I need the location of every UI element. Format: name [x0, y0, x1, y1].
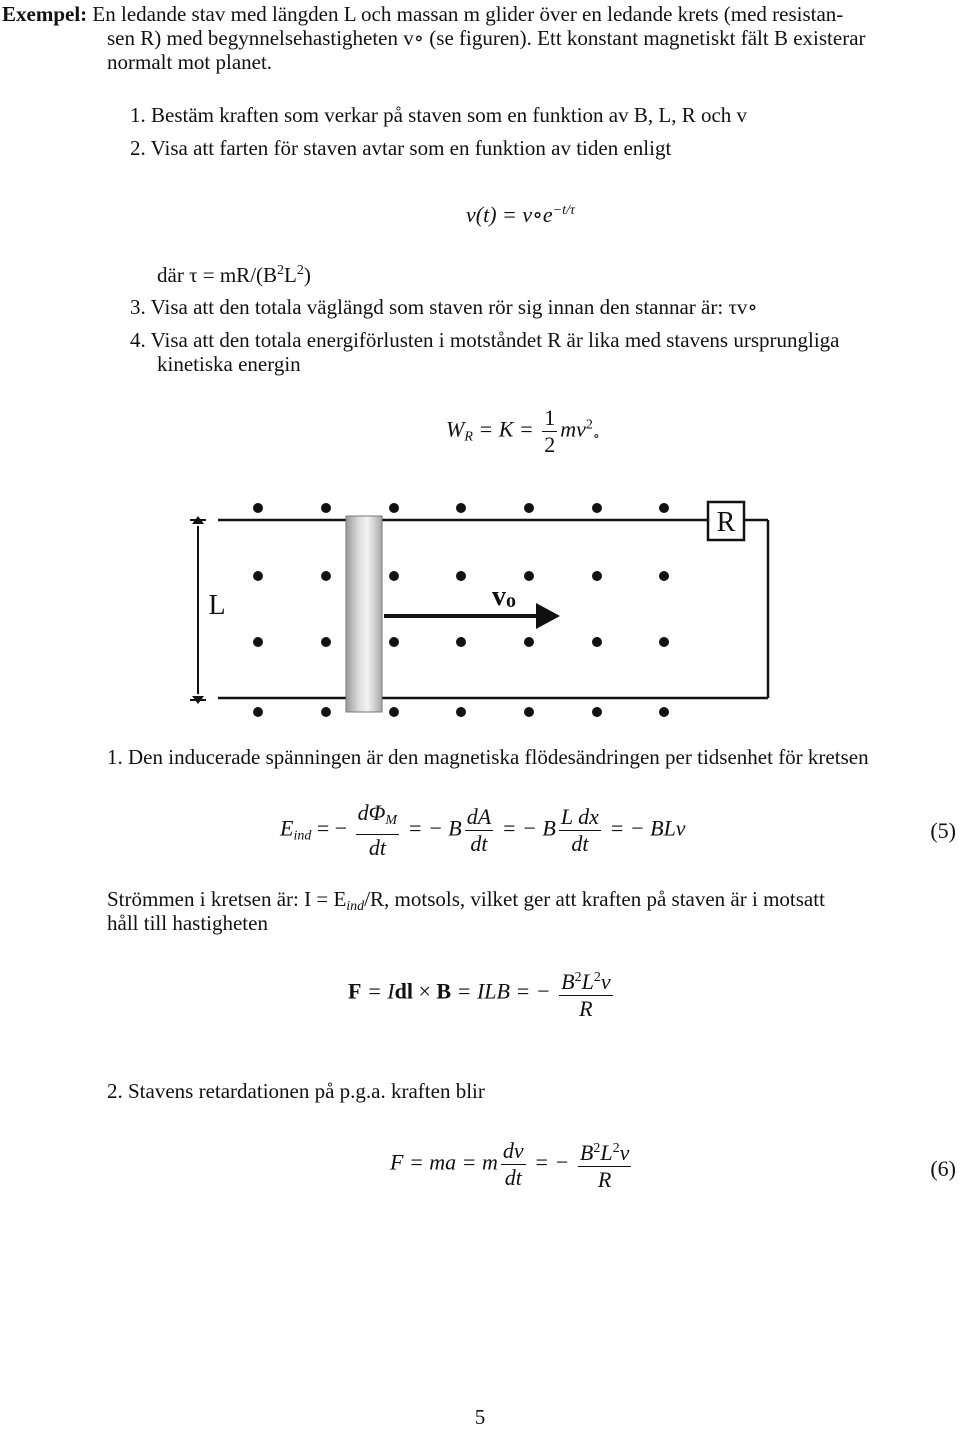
eq6-f1-den: dt	[504, 1165, 522, 1190]
field-dot	[524, 707, 534, 717]
force-equation	[348, 965, 616, 1022]
current-line-1-sub: ind	[346, 899, 365, 914]
field-dot	[321, 707, 331, 717]
field-dot	[592, 637, 602, 647]
eq-mv: mv	[560, 416, 586, 442]
resistor-label: R	[716, 507, 736, 538]
force-num-sq2: 2	[593, 970, 601, 985]
eq5-frac-1	[356, 800, 399, 861]
field-dot	[456, 503, 466, 513]
eq5-eq: = −	[311, 815, 353, 841]
eq6-num-sq1: 2	[593, 1141, 601, 1156]
task-2-equation	[466, 198, 575, 227]
field-dot	[321, 503, 331, 513]
example-intro-line3: normalt mot planet.	[107, 50, 273, 74]
eq5-f1-num-text: dΦ	[357, 800, 386, 825]
solution-1-text: 1. Den inducerade spänningen är den magnetiska flödesändringen per tidsenhet för kretsen	[107, 745, 869, 769]
example-intro-line1	[2, 2, 843, 27]
force-num-l: L	[581, 969, 594, 994]
eq6-num-b: B	[579, 1140, 594, 1165]
task-4-line1: 4. Visa att den totala energiförlusten i motståndet R är lika med stavens ursprungliga	[130, 328, 840, 352]
velocity-label-sub: o	[506, 590, 516, 612]
eq5-rhs: = − BLv	[603, 815, 686, 841]
eq-w-sub: R	[464, 429, 473, 445]
where-mid: L	[284, 263, 297, 287]
half-num: 1	[544, 405, 556, 430]
task-2: 2. Visa att farten för staven avtar som en funktion av tiden enligt	[130, 136, 672, 160]
solution-2-text: 2. Stavens retardationen på p.g.a. kraften blir	[107, 1079, 485, 1103]
eq6-mid: = −	[528, 1149, 575, 1175]
eq5-f3-den: dt	[571, 831, 589, 856]
eq6-f2-den: R	[597, 1167, 612, 1192]
force-dl: dl	[394, 978, 413, 1004]
field-dot	[592, 571, 602, 581]
eq5-lhs: E	[280, 815, 294, 841]
field-dot	[659, 637, 669, 647]
eq6-frac-1	[501, 1138, 526, 1191]
force-frac	[559, 965, 612, 1022]
eq-w: W	[446, 416, 465, 442]
velocity-label	[492, 581, 516, 612]
force-F: F	[348, 978, 362, 1004]
eq6-f1-num: dv	[502, 1138, 524, 1163]
where-suffix: )	[303, 263, 311, 287]
eq6-num-sq2: 2	[612, 1141, 620, 1156]
eq5-f1-num	[356, 800, 399, 835]
eq6-lhs: F = ma = m	[390, 1149, 498, 1175]
field-dot	[253, 571, 263, 581]
conducting-rod	[346, 516, 382, 712]
current-line-2: håll till hastigheten	[107, 911, 268, 935]
velocity-label-v: v	[492, 581, 506, 612]
force-frac-num	[559, 965, 612, 996]
field-dot	[253, 637, 263, 647]
current-line-1-a: Strömmen i kretsen är: I = E	[107, 887, 347, 911]
field-dot	[524, 503, 534, 513]
force-eq1: = I	[361, 978, 395, 1004]
field-dot	[253, 707, 263, 717]
eq-mid: = K =	[472, 416, 540, 442]
field-dot	[389, 707, 399, 717]
page-number: 5	[474, 1405, 486, 1429]
eq5-f2-den: dt	[470, 831, 488, 856]
length-label: L	[208, 590, 226, 621]
eq5-f1-num-sub: M	[385, 813, 398, 828]
eq5-frac-3	[559, 804, 601, 857]
task-2-equation-exponent: −t/τ	[552, 203, 575, 218]
field-dot	[659, 503, 669, 513]
field-dot	[592, 707, 602, 717]
field-dot	[456, 571, 466, 581]
eq-mv-sub: ∘	[592, 429, 600, 445]
example-label: Exempel:	[2, 2, 88, 26]
force-frac-den: R	[579, 996, 593, 1021]
intro-text-1: En ledande stav med längden L och massan m glider över en ledande krets (med resistan-	[92, 2, 844, 26]
circuit-figure	[0, 490, 960, 730]
field-dot	[389, 637, 399, 647]
force-num-v: v	[600, 969, 611, 994]
velocity-arrow-head	[536, 603, 560, 629]
force-num-b: B	[561, 969, 575, 994]
task-4-line2: kinetiska energin	[157, 352, 301, 376]
field-dot	[321, 637, 331, 647]
eq5-number: (5)	[930, 818, 956, 843]
eq5-lhs-sub: ind	[293, 828, 312, 844]
eq6-number: (6)	[930, 1156, 956, 1181]
field-dot	[456, 637, 466, 647]
eq5-f3-num: L dx	[560, 804, 599, 829]
force-eq2: = ILB = −	[451, 978, 557, 1004]
force-B: B	[436, 978, 452, 1004]
eq5-mid1: = − B	[402, 815, 462, 841]
force-num-sq1: 2	[574, 970, 582, 985]
eq6-f2-num	[578, 1136, 631, 1167]
equation-5	[280, 800, 960, 861]
where-sq-2: 2	[296, 263, 304, 278]
eq6-num-l: L	[600, 1140, 613, 1165]
where-sq-1: 2	[277, 263, 285, 278]
eq5-f1-den: dt	[368, 835, 386, 860]
task-3: 3. Visa att den totala väglängd som staven rör sig innan den stannar är: τv∘	[130, 295, 758, 319]
field-dot	[321, 571, 331, 581]
eq5-frac-2	[465, 804, 493, 857]
eq-mv-sq: 2	[585, 417, 593, 433]
half-fraction	[542, 405, 557, 458]
field-dot	[389, 571, 399, 581]
field-dot	[659, 571, 669, 581]
field-dot	[524, 571, 534, 581]
field-dot	[592, 503, 602, 513]
eq5-mid2: = − B	[496, 815, 556, 841]
half-den: 2	[544, 432, 556, 457]
task-2-where	[157, 258, 311, 288]
example-intro-line2: sen R) med begynnelsehastigheten v∘ (se figuren). Ett konstant magnetiskt fält B existerar	[107, 26, 866, 50]
field-dot	[389, 503, 399, 513]
current-line-1-b: /R, motsols, vilket ger att kraften på staven är i motsatt	[364, 887, 825, 911]
where-prefix: där τ = mR/(B	[157, 263, 278, 287]
eq5-f2-num: dA	[466, 804, 492, 829]
equation-6	[390, 1136, 960, 1193]
force-cross: ×	[412, 978, 437, 1004]
eq6-num-v: v	[619, 1140, 630, 1165]
task-2-equation-body: v(t) = v∘e	[466, 202, 553, 227]
field-dot	[253, 503, 263, 513]
field-dot	[456, 707, 466, 717]
task-1: 1. Bestäm kraften som verkar på staven som en funktion av B, L, R och v	[130, 103, 748, 127]
eq6-frac-2	[578, 1136, 631, 1193]
field-dot	[524, 637, 534, 647]
task-4-equation	[446, 405, 600, 458]
field-dot	[659, 707, 669, 717]
magnetic-field-dots	[253, 503, 669, 717]
